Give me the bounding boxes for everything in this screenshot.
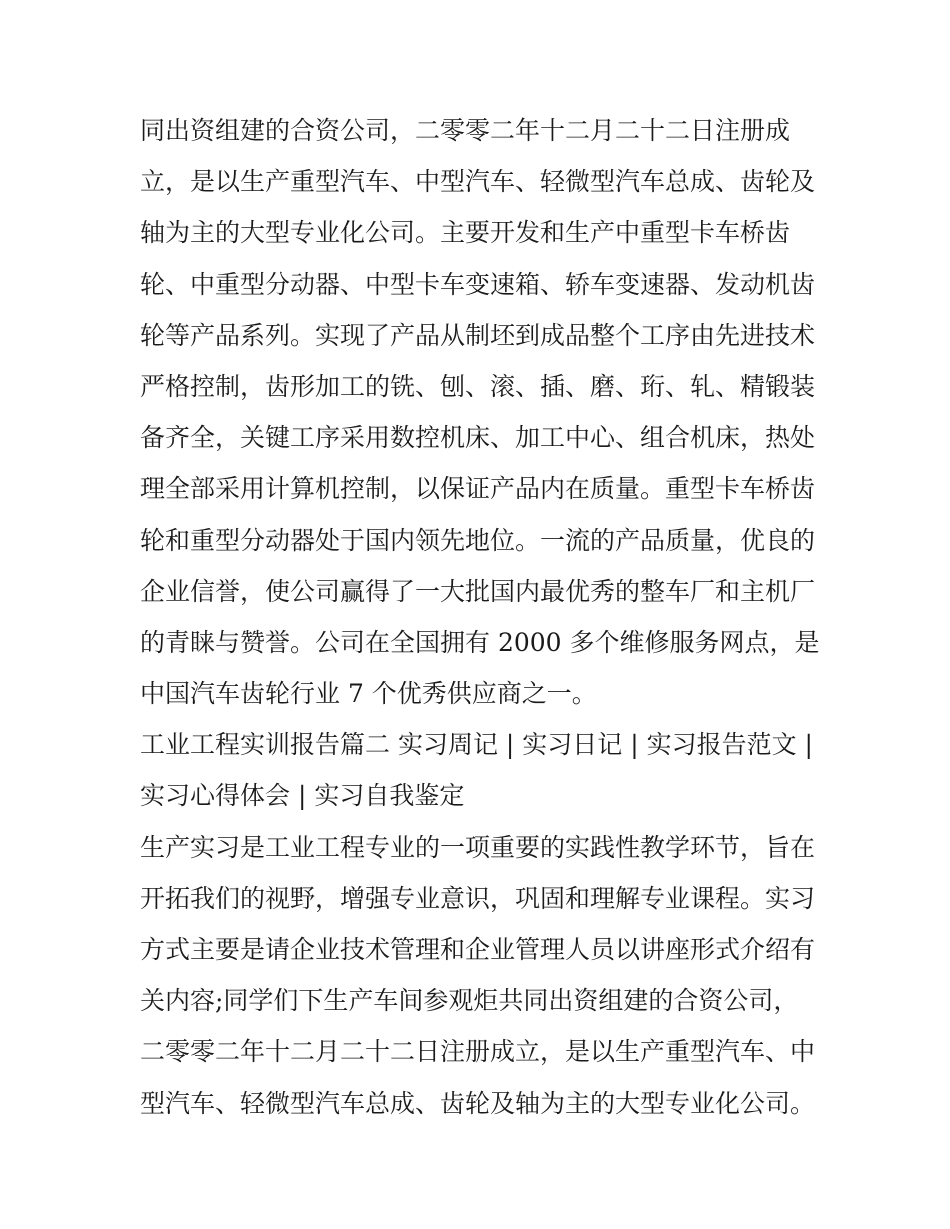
document-body — [140, 105, 820, 1129]
text-line: 开拓我们的视野，增强专业意识，巩固和理解专业课程。实习 — [140, 883, 816, 913]
text-line: 的青睐与赞誉。公司在全国拥有 2000 多个维修服务网点，是 — [140, 627, 820, 657]
text-line: 严格控制，齿形加工的铣、刨、滚、插、磨、珩、轧、精锻装 — [140, 371, 816, 401]
text-line: 方式主要是请企业技术管理和企业管理人员以讲座形式介绍有 — [140, 935, 816, 964]
text-line: 二零零二年十二月二十二日注册成立，是以生产重型汽车、中 — [140, 1037, 816, 1067]
text-line: 同出资组建的合资公司，二零零二年十二月二十二日注册成 — [140, 116, 791, 145]
text-line: 轮和重型分动器处于国内领先地位。一流的产品质量，优良的 — [140, 525, 816, 555]
text-line: 轴为主的大型专业化公司。主要开发和生产中重型卡车桥齿 — [140, 218, 791, 248]
text-line: 型汽车、轻微型汽车总成、齿轮及轴为主的大型专业化公司。 — [140, 1088, 816, 1118]
text-line: 中国汽车齿轮行业 7 个优秀供应商之一。 — [140, 679, 597, 709]
text-line: 备齐全，关键工序采用数控机床、加工中心、组合机床，热处 — [140, 423, 816, 453]
text-line: 轮、中重型分动器、中型卡车变速箱、轿车变速器、发动机齿 — [140, 269, 816, 299]
text-line: 理全部采用计算机控制，以保证产品内在质量。重型卡车桥齿 — [140, 474, 816, 504]
text-line: 生产实习是工业工程专业的一项重要的实践性教学环节，旨在 — [140, 832, 816, 862]
text-line: 立，是以生产重型汽车、中型汽车、轻微型汽车总成、齿轮及 — [140, 167, 816, 197]
section-heading: 工业工程实训报告篇二 实习周记 | 实习日记 | 实习报告范文 | — [140, 730, 813, 760]
section-heading: 实习心得体会 | 实习自我鉴定 — [140, 781, 465, 811]
text-line: 关内容;同学们下生产车间参观炬共同出资组建的合资公司， — [140, 986, 799, 1016]
text-line: 轮等产品系列。实现了产品从制坯到成品整个工序由先进技术 — [140, 320, 816, 350]
text-line: 企业信誉，使公司赢得了一大批国内最优秀的整车厂和主机厂 — [140, 576, 816, 606]
